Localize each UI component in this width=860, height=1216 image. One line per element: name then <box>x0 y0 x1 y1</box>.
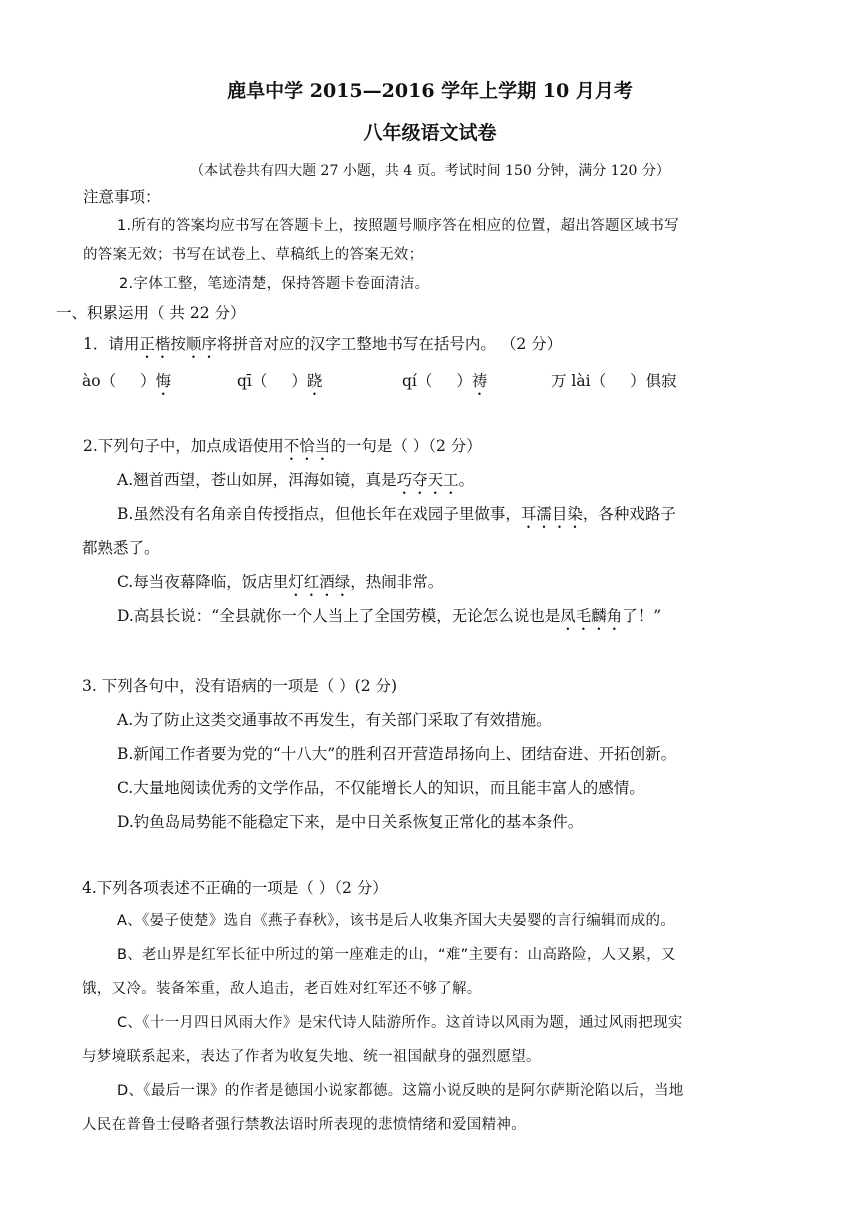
q4-option-c-line-1: C、《十一月四日风雨大作》是宋代诗人陆游所作。这首诗以风雨为题，通过风雨把现实 <box>117 1015 683 1031</box>
q1-item-2 <box>237 370 322 399</box>
q1-emphasis-2: 顺序 <box>185 335 217 353</box>
q2-option-a-end: 。 <box>458 471 475 489</box>
q2-stem-part-b: 的一句是（ ）（2 分） <box>330 437 482 455</box>
q2-option-d-text: D.高县长说：“全县就你一个人当上了全国劳模，无论怎么说也是 <box>117 607 561 625</box>
q4-option-b-line-2: 饿，又冷。装备笨重，敌人追击，老百姓对红军还不够了解。 <box>82 981 482 997</box>
q2-option-b-end: ，各种戏路子 <box>582 505 676 523</box>
q2-option-b-line-2: 都熟悉了。 <box>82 539 160 557</box>
q2-option-d-idiom: 凤毛麟角 <box>560 607 623 625</box>
question-3-stem: 3. 下列各句中，没有语病的一项是（ ）(2 分) <box>82 677 398 695</box>
q3-option-d: D.钓鱼岛局势能不能稳定下来，是中日关系恢复正常化的基本条件。 <box>117 813 584 831</box>
q1-item-3 <box>402 370 487 399</box>
q4-option-d-line-2: 人民在普鲁士侵略者强行禁教法语时所表现的悲愤情绪和爱国精神。 <box>82 1117 526 1133</box>
q2-option-c <box>117 571 443 600</box>
q1-item-4-pinyin: 万 lài（ <box>551 372 607 390</box>
q2-option-d <box>117 605 661 634</box>
q2-option-b-text: B.虽然没有名角亲自传授指点，但他长年在戏园子里做事， <box>117 505 521 523</box>
notice-item-1-line-1: 1.所有的答案均应书写在答题卡上，按照题号顺序答在相应的位置，超出答题区域书写 <box>117 218 680 234</box>
q2-option-a <box>117 469 474 498</box>
q2-option-a-text: A.翘首西望，苍山如屏，洱海如镜，真是 <box>117 471 397 489</box>
q2-option-c-idiom: 灯红酒绿 <box>288 573 351 591</box>
q1-stem-part-a: 1．请用 <box>83 335 140 353</box>
q2-option-b <box>117 503 676 532</box>
q3-option-b: B.新闻工作者要为党的“十八大”的胜利召开营造昂扬向上、团结奋进、开拓创新。 <box>117 745 677 763</box>
q1-item-4-word: 俱寂 <box>645 372 677 390</box>
notice-item-1-line-2: 的答案无效；书写在试卷上、草稿纸上的答案无效； <box>83 247 424 263</box>
question-2-stem <box>83 435 482 464</box>
q2-option-d-end: 了！” <box>622 607 662 625</box>
notice-item-2: 2.字体工整，笔迹清楚，保持答题卡卷面清洁。 <box>119 276 430 292</box>
q4-option-a: A、《晏子使楚》选自《燕子春秋》，该书是后人收集齐国大夫晏婴的言行编辑而成的。 <box>117 913 676 929</box>
q3-option-a: A.为了防止这类交通事故不再发生，有关部门采取了有效措施。 <box>117 711 552 729</box>
section-1-heading: 一、积累运用（ 共 22 分） <box>56 304 246 322</box>
q1-item-3-pinyin: qí（ <box>402 372 433 390</box>
q1-item-1-word: 悔 <box>155 372 172 390</box>
q1-stem-part-b: 按 <box>170 335 186 353</box>
q1-item-3-word: 祷 <box>471 372 488 390</box>
q1-item-1 <box>82 370 171 399</box>
q1-item-2-word: 跷 <box>306 372 323 390</box>
q1-item-1-close: ） <box>140 372 156 390</box>
notice-heading: 注意事项： <box>83 188 161 206</box>
q2-option-c-text: C.每当夜幕降临，饭店里 <box>117 573 289 591</box>
q2-stem-part-a: 2.下列句子中，加点成语使用 <box>83 437 284 455</box>
q1-item-2-close: ） <box>291 372 307 390</box>
q2-option-c-end: ，热闹非常。 <box>350 573 444 591</box>
q1-item-1-pinyin: ào（ <box>82 372 117 390</box>
q2-emphasis: 不恰当 <box>283 437 331 455</box>
q1-item-3-close: ） <box>456 372 472 390</box>
q4-option-d-line-1: D、《最后一课》的作者是德国小说家都德。这篇小说反映的是阿尔萨斯沦陷以后，当地 <box>117 1083 684 1099</box>
q1-item-4-close: ） <box>630 372 646 390</box>
q1-emphasis-1: 正楷 <box>139 335 171 353</box>
q1-stem-part-c: 将拼音对应的汉字工整地书写在括号内。 （2 分） <box>216 335 563 353</box>
question-4-stem: 4.下列各项表述不正确的一项是（ ）（2 分） <box>82 879 388 897</box>
q4-option-b-line-1: B、老山界是红军长征中所过的第一座难走的山，“难”主要有：山高路险，人又累，又 <box>117 947 676 963</box>
question-1-stem <box>83 333 562 362</box>
exam-info: （本试卷共有四大题 27 小题，共 4 页。考试时间 150 分钟，满分 120 分） <box>190 163 670 179</box>
q1-item-2-pinyin: qī（ <box>237 372 268 390</box>
q4-option-c-line-2: 与梦境联系起来，表达了作者为收复失地、统一祖国献身的强烈愿望。 <box>82 1049 541 1065</box>
q3-option-c: C.大量地阅读优秀的文学作品，不仅能增长人的知识，而且能丰富人的感情。 <box>117 779 645 797</box>
q2-option-b-idiom: 耳濡目染 <box>520 505 583 523</box>
q2-option-a-idiom: 巧夺天工 <box>396 471 459 489</box>
q1-item-4 <box>551 370 677 392</box>
exam-title: 鹿阜中学 2015—2016 学年上学期 10 月月考 <box>227 80 633 102</box>
exam-subtitle: 八年级语文试卷 <box>363 122 497 144</box>
